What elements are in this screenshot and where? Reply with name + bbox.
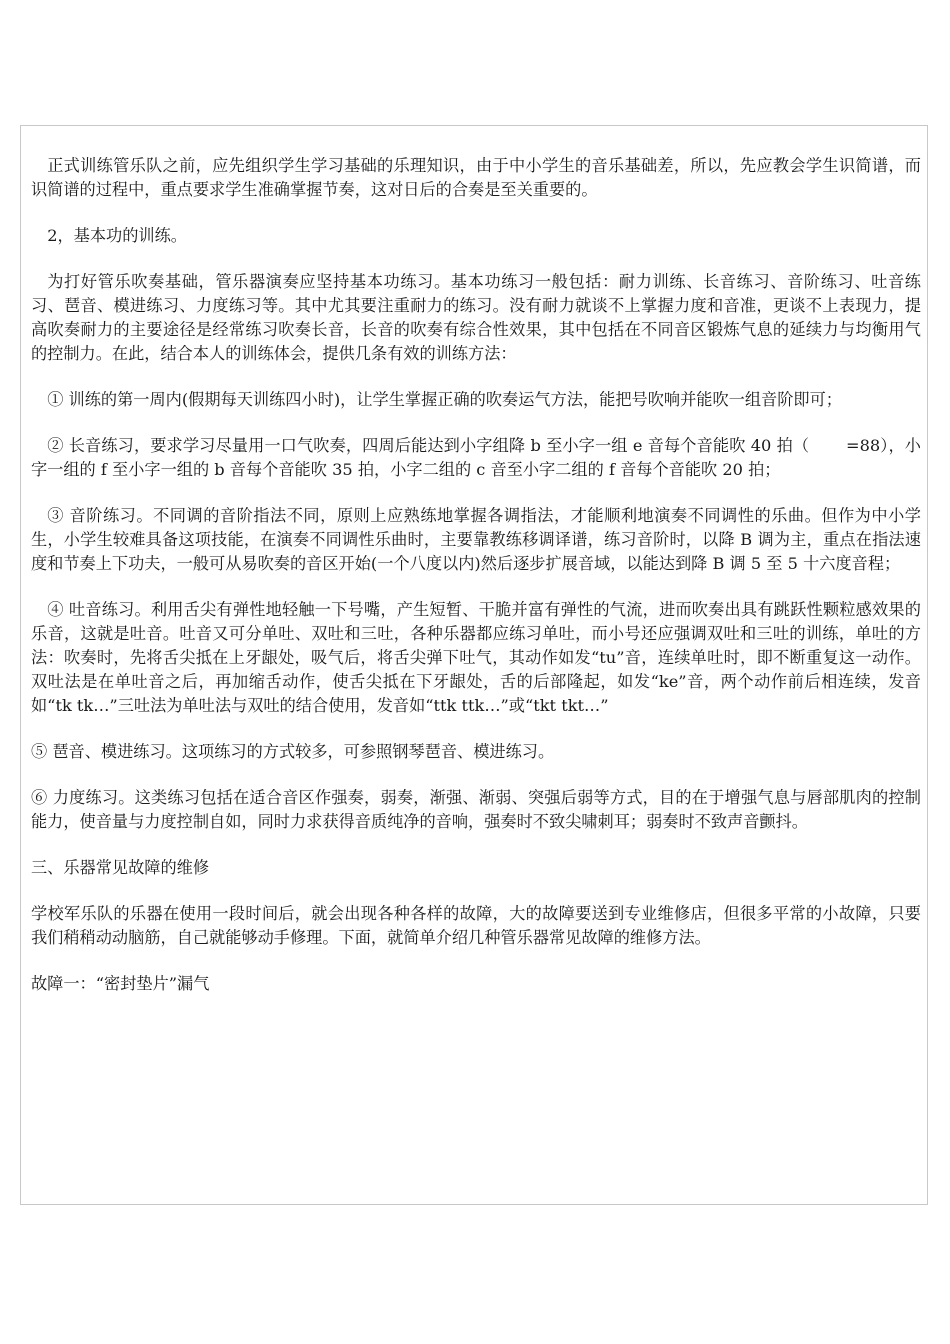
list-item-6: ⑥ 力度练习。这类练习包括在适合音区作强奏，弱奏，渐强、渐弱、突强后弱等方式，目的在于增强气息与唇部肌肉的控制能力，使音量与力度控制自如，同时力求获得音质纯净的音响，强奏时不致尖啸刺耳；弱奏时不致声音颤抖。 bbox=[31, 788, 921, 831]
list-item-3: ③ 音阶练习。不同调的音阶指法不同，原则上应熟练地掌握各调指法，才能顺利地演奏不同调性的乐曲。但作为中小学生，小学生较难具备这项技能，在演奏不同调性乐曲时，主要靠教练移调译谱，练习音阶时，以降 B 调为主，重点在指法速度和节奏上下功夫，一般可从易吹奏的音区开始(一个八度以内)然后逐步扩展音域，以能达到降 B 调 5 至 5 十六度音程； bbox=[31, 506, 921, 573]
paragraph-basics: 为打好管乐吹奏基础，管乐器演奏应坚持基本功练习。基本功练习一般包括：耐力训练、长音练习、音阶练习、吐音练习、琶音、模进练习、力度练习等。其中尤其要注重耐力的练习。没有耐力就谈不上掌握力度和音准，更谈不上表现力，提高吹奏耐力的主要途径是经常练习吹奏长音，长音的吹奏有综合性效果，其中包括在不同音区锻炼气息的延续力与均衡用气的控制力。在此，结合本人的训练体会，提供几条有效的训练方法： bbox=[31, 272, 921, 363]
paragraph-intro: 正式训练管乐队之前，应先组织学生学习基础的乐理知识，由于中小学生的音乐基础差，所以，先应教会学生识简谱，而识简谱的过程中，重点要求学生准确掌握节奏，这对日后的合奏是至关重要的。 bbox=[31, 156, 921, 199]
fault-heading-1: 故障一：“密封垫片”漏气 bbox=[31, 974, 210, 993]
list-item-5: ⑤ 琶音、模进练习。这项练习的方式较多，可参照钢琴琶音、模进练习。 bbox=[31, 742, 555, 761]
section-heading-basics: 2，基本功的训练。 bbox=[47, 226, 187, 245]
list-item-1: ① 训练的第一周内(假期每天训练四小时)，让学生掌握正确的吹奏运气方法，能把号吹响并能吹一组音阶即可； bbox=[47, 390, 842, 409]
paragraph-repair: 学校军乐队的乐器在使用一段时间后，就会出现各种各样的故障，大的故障要送到专业维修店，但很多平常的小故障，只要我们稍稍动动脑筋，自己就能够动手修理。下面，就简单介绍几种管乐器常见故障的维修方法。 bbox=[31, 904, 921, 947]
list-item-2: ② 长音练习，要求学习尽量用一口气吹奏，四周后能达到小字组降 b 至小字一组 e 音每个音能吹 40 拍（ =88），小字一组的 f 至小字一组的 b 音每个音能吹 35 拍，小字二组的 c 音至小字二组的 f 音每个音能吹 20 拍； bbox=[31, 436, 921, 479]
document-body bbox=[31, 154, 921, 1018]
section-heading-repair: 三、乐器常见故障的维修 bbox=[31, 858, 210, 877]
list-item-4: ④ 吐音练习。利用舌尖有弹性地轻触一下号嘴，产生短暂、干脆并富有弹性的气流，进而吹奏出具有跳跃性颗粒感效果的乐音，这就是吐音。吐音又可分单吐、双吐和三吐，各种乐器都应练习单吐，而小号还应强调双吐和三吐的训练，单吐的方法：吹奏时，先将舌尖抵在上牙龈处，吸气后，将舌尖弹下吐气，其动作如发“tu”音，连续单吐时，即不断重复这一动作。双吐法是在单吐音之后，再加缩舌动作，使舌尖抵在下牙龈处，舌的后部隆起，如发“ke”音，两个动作前后相连续，发音如“tk tk…”三吐法为单吐法与双吐的结合使用，发音如“ttk ttk…”或“tkt tkt…” bbox=[31, 600, 921, 715]
